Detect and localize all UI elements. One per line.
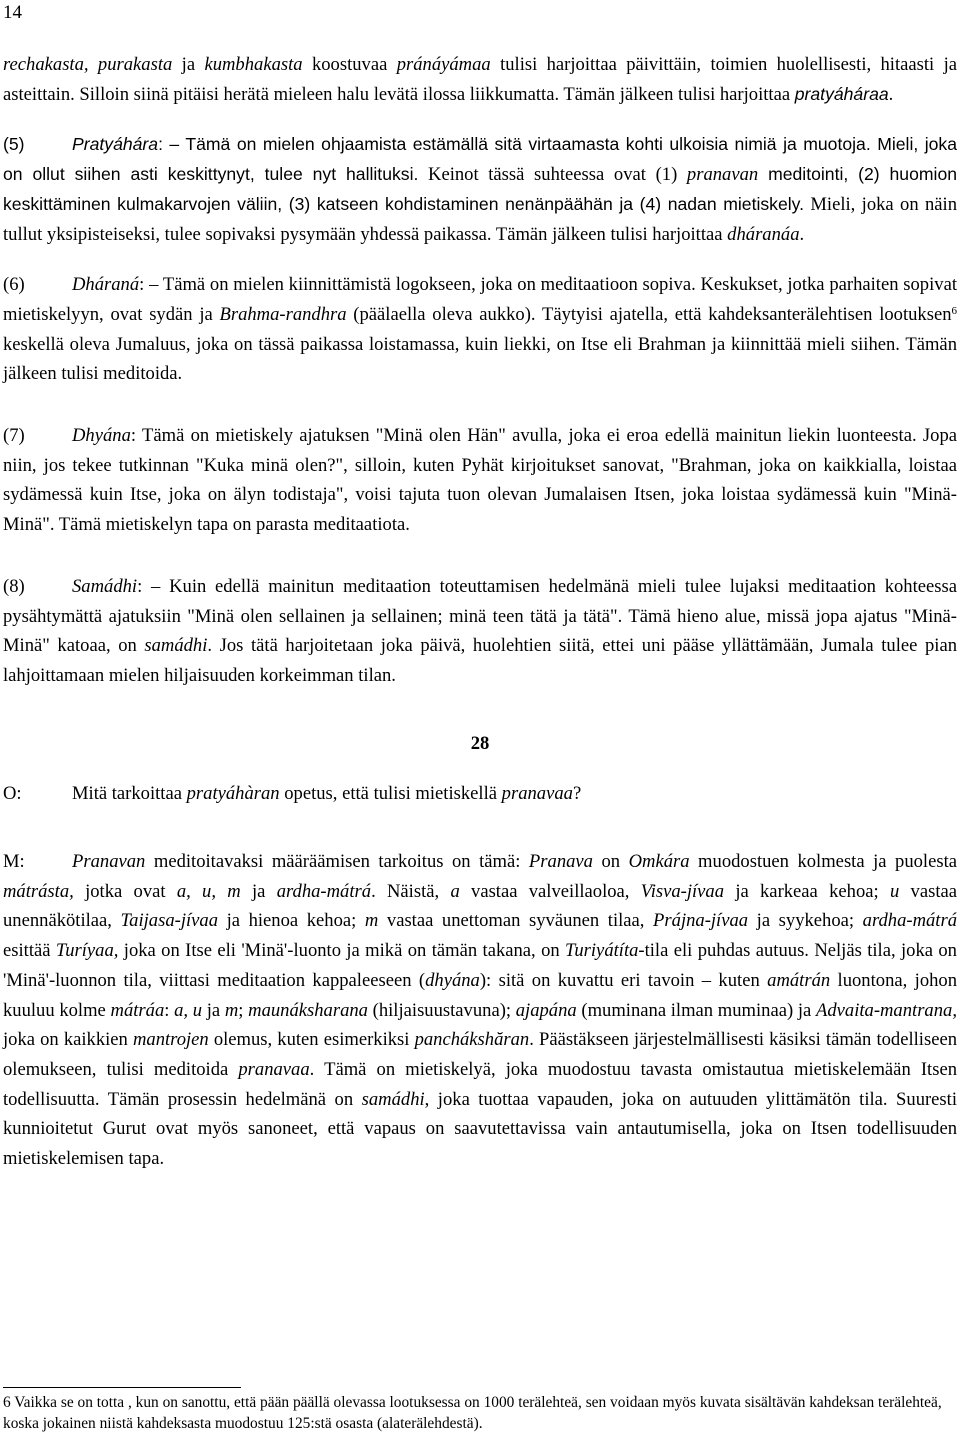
page-number: 14 (3, 2, 22, 23)
footnote-divider (3, 1387, 241, 1388)
paragraph-samadhi: (8) Samádhi: – Kuin edellä mainitun meditaation toteuttamisen hedelmänä mieli tulee lujaksi meditaation kohteessa pysähtymättä ajatuksiin "Minä olen sellainen ja sellainen; minä teen tätä ja tätä". Tämä hieno alue, missä jopa ajatus "Minä-Minä" katoaa, on samádhi. Jos tätä harjoitetaan joka päivä, huolehtien siitä, ettei uni pääse yllättämään, Jumala tulee pian lahjoittamaan mielen hiljaisuuden korkeimman tilan. (3, 575, 957, 686)
footnote-reference: 6 (951, 304, 958, 317)
paragraph-dharana: (6) Dháraná: – Tämä on mielen kiinnittämistä logokseen, joka on meditaatioon sopiva. Keskukset, jotka parhaiten sopivat mietiskelyyn, ovat sydän ja Brahma-randhra (päälaella oleva aukko). Täytyisi ajatella, että kahdeksanterälehtisen lootuksen$^6$ keskellä oleva Jumaluus, joka on tässä paikassa loistamassa, kuin liekki, on Itse eli Brahman ja kiinnittää mieli siihen. Tämän jälkeen tulisi meditoida. (3, 274, 958, 385)
paragraph-intro: rechakasta, purakasta ja kumbhakasta koostuvaa pránáyámaa tulisi harjoittaa päivittäin, toimien huolellisesti, hitaasti ja asteittain. Silloin siinä pitäisi herätä mieleen halu levätä ilossa liikkumatta. Tämän jälkeen tulisi harjoittaa pratyáháraa. (3, 54, 957, 105)
question-paragraph: O: Mitä tarkoittaa pratyáhàran opetus, että tulisi mietiskellä pranavaa? (3, 783, 582, 805)
paragraph-pratyahara: (5) Pratyáhára: – Tämä on mielen ohjaamista estämällä sitä virtaamasta kohti ulkoisia nimiä ja muotoja. Mieli, joka on ollut siihen asti keskittynyt, tulee nyt hallituksi. Keinot tässä suhteessa ovat (1) pranavan meditointi, (2) huomion keskittäminen kulmakarvojen väliin, (3) katseen kohdistaminen nenänpäähän ja (4) nadan mietiskely. Mieli, joka on näin tullut yksipisteiseksi, tulee sopivaksi pysymään yhdessä paikassa. Tämän jälkeen tulisi harjoittaa dháranáa. (3, 134, 958, 245)
paragraph-dhyana: (7) Dhyána: Tämä on mietiskely ajatuksen "Minä olen Hän" avulla, joka ei eroa edellä mainitun liekin luonteesta. Jopa niin, jos tekee tutkinnan "Kuka minä olen?", silloin, kuten Pyhät kirjoitukset sanovat, "Brahman, joka on kaikkialla, loistaa sydämessä kuin Itse, joka on älyn todistaja", voisi tajuta tuon olevan Jumalaisen Itsen, joka loistaa sydämessä kuin "Minä-Minä". Tämä mietiskelyn tapa on parasta meditaatiota. (3, 425, 957, 536)
section-heading: 28 (470, 732, 490, 754)
footnote: 6 Vaikka se on totta , kun on sanottu, että pään päällä olevassa lootuksessa on 1000 terälehteä, sen voidaan myös kuvata sisältävän kahdeksan terälehteä, koska jokainen niistä kahdeksasta muodostuu 125:stä osasta (alaterälehdestä). (3, 1394, 942, 1432)
page-body (3, 50, 957, 1174)
answer-paragraph: M: Pranavan meditoitavaksi määräämisen tarkoitus on tämä: Pranava on Omkára muodostuen kolmesta ja puolesta mátrásta, jotka ovat a, u, m ja ardha-mátrá. Näistä, a vastaa valveillaoloa, Visva-jívaa ja karkeaa kehoa; u vastaa unennäkötilaa, Taijasa-jívaa ja hienoa kehoa; m vastaa unettoman syväunen tilaa, Prájna-jívaa ja syykehoa; ardha-mátrá esittää Turíyaa, joka on Itse eli 'Minä'-luonto ja mikä on tämän takana, on Turiyátíta-tila eli puhdas autuus. Neljäs tila, joka on 'Minä'-luonnon tila, viittasi meditaation kappaleeseen (dhyána): sitä on kuvattu eri tavoin – kuten amátrán luontona, johon kuuluu kolme mátráa: a, u ja m; maunáksharana (hiljaisuustavuna); ajapána (muminana ilman muminaa) ja Advaita-mantrana, joka on kaikkien mantrojen olemus, kuten esimerkiksi panchákshăran. Päästäkseen järjestelmällisesti käsiksi tämän todelliseen olemukseen, tulisi meditoida pranavaa. Tämä on mietiskelyä, joka muodostuu tavasta omistautua mietiskelemään Itsen todellisuutta. Tämän prosessin hedelmänä on samádhi, joka tuottaa vapauden, joka on autuuden ylittämätön tila. Suuresti kunnioitetut Gurut ovat myös sanoneet, että vapaus on saavutettavissa vain antautumisella, joka on Itsen todellisuuden mietiskelemisen tapa. (3, 851, 958, 1170)
